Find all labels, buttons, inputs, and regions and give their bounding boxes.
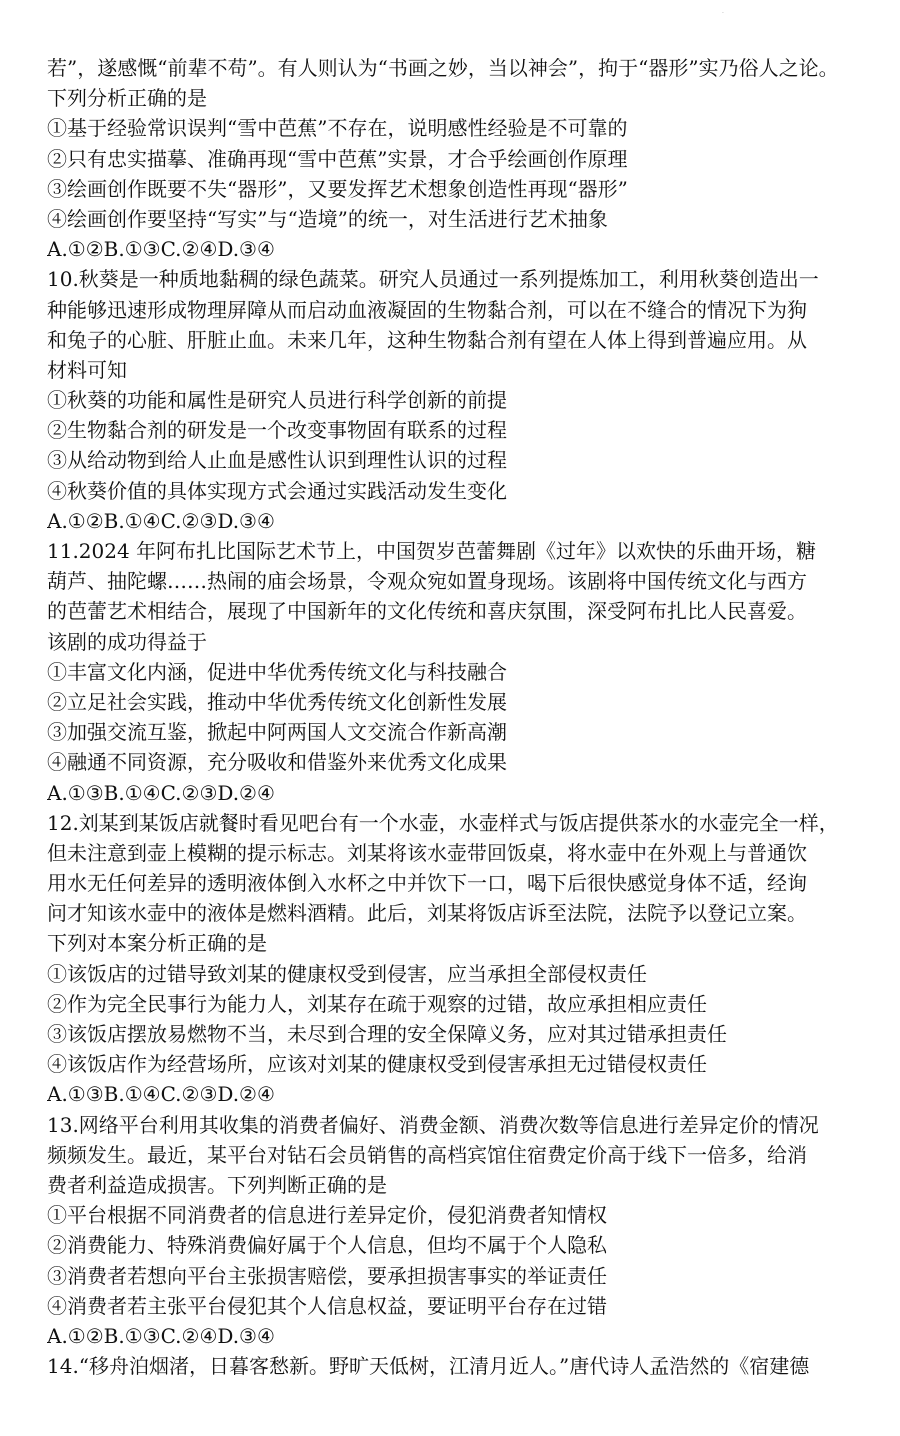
text-line: ①该饭店的过错导致刘某的健康权受到侵害，应当承担全部侵权责任 xyxy=(47,961,647,986)
text-line: ③加强交流互鉴，掀起中阿两国人文交流合作新高潮 xyxy=(47,720,507,745)
text-line: 12.刘某到某饭店就餐时看见吧台有一个水壶，水壶样式与饭店提供茶水的水壶完全一样， xyxy=(47,810,839,835)
text-line: 用水无任何差异的透明液体倒入水杯之中并饮下一口，喝下后很快感觉身体不适，经询 xyxy=(47,871,807,896)
corner-mark: · xyxy=(722,10,724,17)
text-line: ④秋葵价值的具体实现方式会通过实践活动发生变化 xyxy=(47,478,507,503)
text-line: 但未注意到壶上模糊的提示标志。刘某将该水壶带回饭桌，将水壶中在外观上与普通饮 xyxy=(47,840,807,865)
text-line: 若”，遂感慨“前辈不苟”。有人则认为“书画之妙，当以神会”，拘于“器形”实乃俗人之论。 xyxy=(47,56,839,80)
text-line: ①基于经验常识误判“雪中芭蕉”不存在，说明感性经验是不可靠的 xyxy=(47,116,628,141)
text-line: 10.秋葵是一种质地黏稠的绿色蔬菜。研究人员通过一系列提炼加工，利用秋葵创造出一 xyxy=(47,267,819,292)
text-line: ③从给动物到给人止血是感性认识到理性认识的过程 xyxy=(47,448,507,473)
text-line: A.①③B.①④C.②③D.②④ xyxy=(47,1082,275,1107)
text-line: 的芭蕾艺术相结合，展现了中国新年的文化传统和喜庆氛围，深受阿布扎比人民喜爱。 xyxy=(47,599,807,624)
text-line: 下列分析正确的是 xyxy=(47,86,207,111)
text-line: ②作为完全民事行为能力人，刘某存在疏于观察的过错，故应承担相应责任 xyxy=(47,991,707,1016)
text-line: ①秋葵的功能和属性是研究人员进行科学创新的前提 xyxy=(47,388,507,413)
text-line: A.①②B.①③C.②④D.③④ xyxy=(47,1323,275,1348)
text-line: ②立足社会实践，推动中华优秀传统文化创新性发展 xyxy=(47,689,507,714)
text-line: ④融通不同资源，充分吸收和借鉴外来优秀文化成果 xyxy=(47,750,507,775)
text-line: ②消费能力、特殊消费偏好属于个人信息，但均不属于个人隐私 xyxy=(47,1233,607,1258)
text-line: ③消费者若想向平台主张损害赔偿，要承担损害事实的举证责任 xyxy=(47,1263,607,1288)
text-line: 种能够迅速形成物理屏障从而启动血液凝固的生物黏合剂，可以在不缝合的情况下为狗 xyxy=(47,297,807,322)
text-line: 下列对本案分析正确的是 xyxy=(47,931,267,956)
text-line: 14.“移舟泊烟渚，日暮客愁新。野旷天低树，江清月近人。”唐代诗人孟浩然的《宿建德 xyxy=(47,1354,810,1379)
text-line: ④该饭店作为经营场所，应该对刘某的健康权受到侵害承担无过错侵权责任 xyxy=(47,1052,707,1077)
text-line: A.①②B.①③C.②④D.③④ xyxy=(47,237,275,262)
text-line: 和兔子的心脏、肝脏止血。未来几年，这种生物黏合剂有望在人体上得到普遍应用。从 xyxy=(47,327,807,352)
text-line: ①丰富文化内涵，促进中华优秀传统文化与科技融合 xyxy=(47,659,507,684)
text-line: ②生物黏合剂的研发是一个改变事物固有联系的过程 xyxy=(47,418,507,443)
text-line: 葫芦、抽陀螺……热闹的庙会场景，令观众宛如置身现场。该剧将中国传统文化与西方 xyxy=(47,569,807,594)
text-line: 材料可知 xyxy=(47,357,127,382)
text-line: A.①③B.①④C.②③D.②④ xyxy=(47,780,275,805)
text-line: ②只有忠实描摹、准确再现“雪中芭蕉”实景，才合乎绘画创作原理 xyxy=(47,146,628,171)
text-line: 问才知该水壶中的液体是燃料酒精。此后，刘某将饭店诉至法院，法院予以登记立案。 xyxy=(47,901,807,926)
text-line: A.①②B.①④C.②③D.③④ xyxy=(47,508,275,533)
text-line: ③该饭店摆放易燃物不当，未尽到合理的安全保障义务，应对其过错承担责任 xyxy=(47,1022,727,1046)
text-line: 11.2024 年阿布扎比国际艺术节上，中国贺岁芭蕾舞剧《过年》以欢快的乐曲开场，糖 xyxy=(47,539,817,563)
text-line: ④绘画创作要坚持“写实”与“造境”的统一，对生活进行艺术抽象 xyxy=(47,206,608,231)
text-line: ①平台根据不同消费者的信息进行差异定价，侵犯消费者知情权 xyxy=(47,1203,607,1228)
text-line: ③绘画创作既要不失“器形”，又要发挥艺术想象创造性再现“器形” xyxy=(47,176,628,201)
text-line: 频频发生。最近，某平台对钻石会员销售的高档宾馆住宿费定价高于线下一倍多，给消 xyxy=(47,1142,807,1167)
text-line: 该剧的成功得益于 xyxy=(47,629,207,654)
text-line: ④消费者若主张平台侵犯其个人信息权益，要证明平台存在过错 xyxy=(47,1293,607,1318)
text-line: 13.网络平台利用其收集的消费者偏好、消费金额、消费次数等信息进行差异定价的情况 xyxy=(47,1112,819,1137)
text-line: 费者利益造成损害。下列判断正确的是 xyxy=(47,1172,387,1197)
